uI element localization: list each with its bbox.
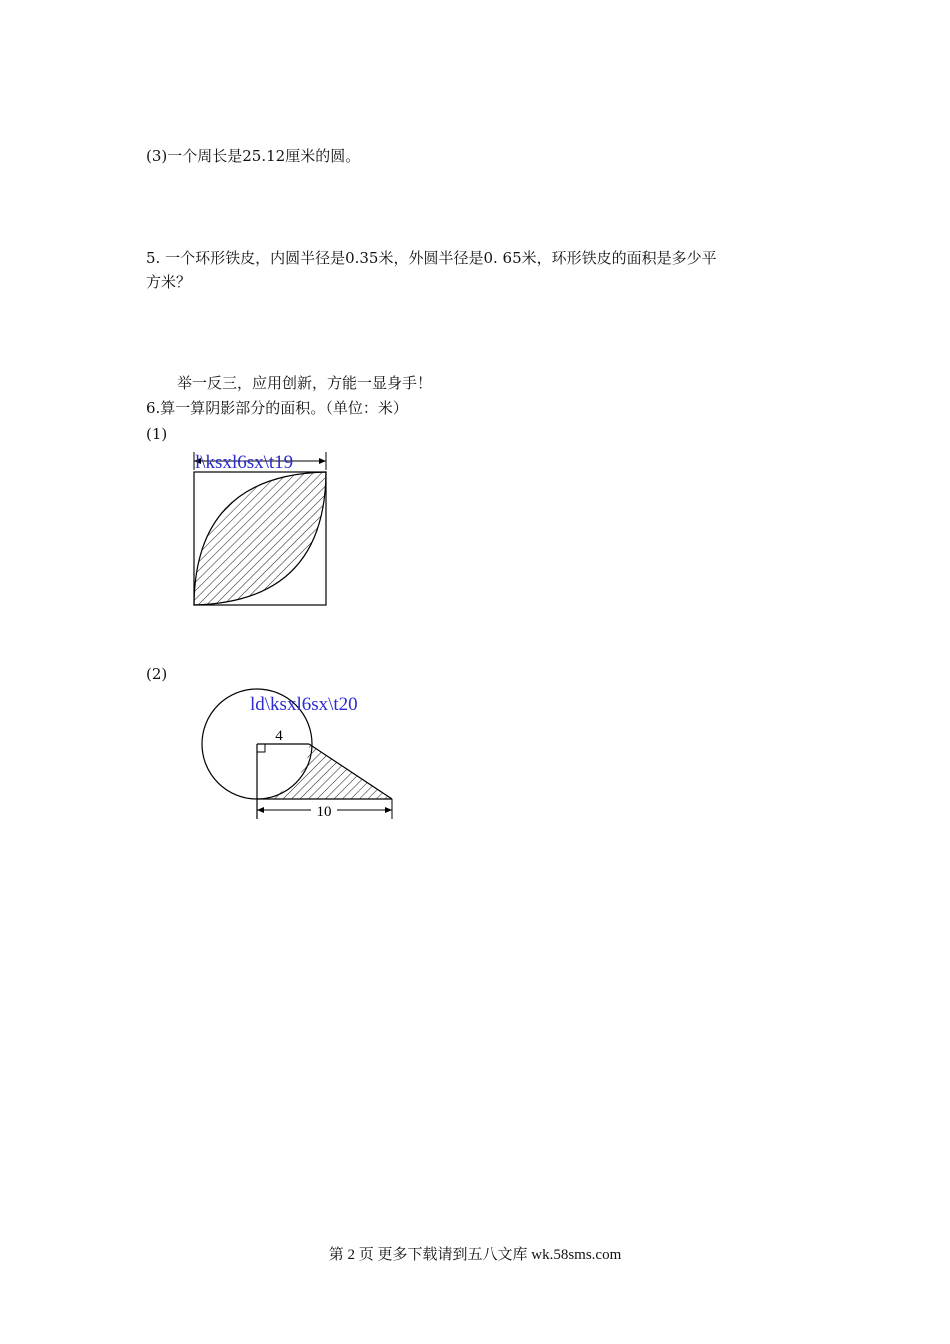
- field-code-t19: l\ksxl6sx\t19: [195, 452, 294, 473]
- page-footer: 第 2 页 更多下载请到五八文库 wk.58sms.com: [328, 1247, 622, 1263]
- question-6-part-1-label: (1): [146, 425, 168, 443]
- arrow-right: [319, 458, 326, 464]
- right-angle-mark: [257, 744, 265, 752]
- section-slogan: 举一反三，应用创新，方能一显身手！: [177, 374, 433, 392]
- base-label: 10: [316, 804, 332, 820]
- arrow-right: [385, 807, 392, 813]
- question-4-part-3: (3)一个周长是25.12厘米的圆。: [146, 147, 361, 165]
- question-6-title: 6.算一算阴影部分的面积。（单位：米）: [146, 399, 408, 417]
- arrow-left: [257, 807, 264, 813]
- figure-1-square-leaf: [185, 448, 335, 613]
- shaded-region: [257, 744, 392, 799]
- question-6-part-2-label: (2): [146, 665, 168, 683]
- question-5-line-2: 方米？: [146, 273, 192, 291]
- figure-2-circle-triangle: [195, 683, 400, 823]
- question-5-line-1: 5. 一个环形铁皮，内圆半径是0.35米，外圆半径是0. 65米，环形铁皮的面积是多少平: [146, 249, 717, 267]
- field-code-t20: ld\ksxl6sx\t20: [250, 694, 358, 715]
- radius-label: 4: [275, 728, 283, 744]
